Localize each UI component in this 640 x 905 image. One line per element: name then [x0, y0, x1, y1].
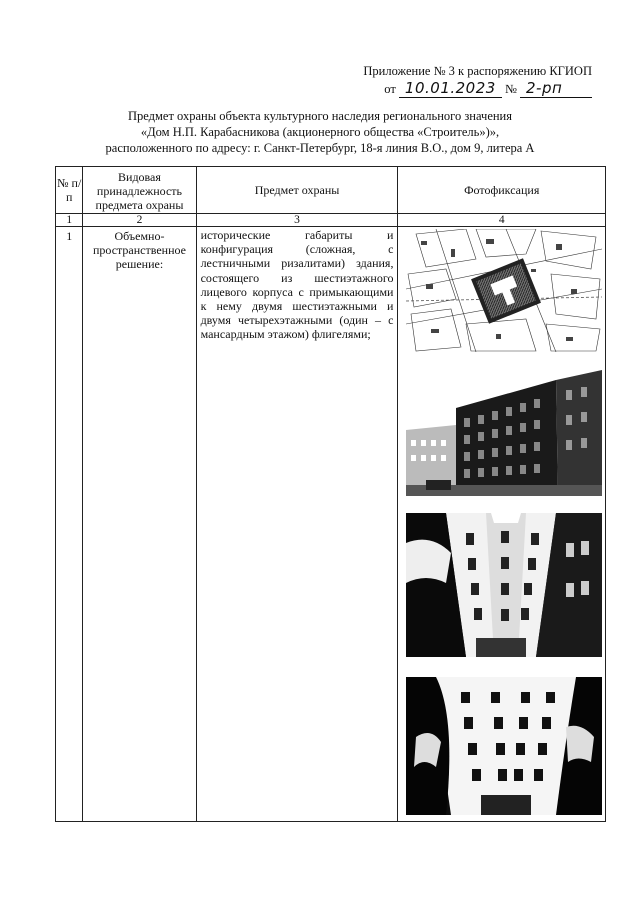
heading-line-2: «Дом Н.П. Карабасникова (акционерного общества «Строитель»)», [140, 125, 500, 139]
protection-subject-table [55, 166, 606, 822]
column-number: 4 [398, 214, 606, 227]
row-type: Объемно-пространственное решение: [83, 227, 196, 822]
from-label: от [384, 82, 396, 96]
document-heading [60, 108, 580, 156]
number-label: № [504, 82, 517, 96]
appendix-date-line [363, 80, 592, 98]
courtyard-photo-2 [406, 677, 602, 815]
heading-line-3: расположенного по адресу: г. Санкт-Петербург, 18-я линия В.О., дом 9, литера А [105, 141, 535, 155]
order-number: 2-рп [520, 80, 592, 98]
table-row [56, 227, 606, 822]
column-number: 2 [83, 214, 196, 227]
photo-cell [398, 227, 606, 822]
column-number: 3 [196, 214, 398, 227]
header-number: № п/п [56, 167, 83, 214]
appendix-header [363, 63, 592, 98]
header-photos: Фотофиксация [398, 167, 606, 214]
order-date: 10.01.2023 [399, 79, 502, 98]
header-type: Видовая принадлежность предмета охраны [83, 167, 196, 214]
appendix-title: Приложение № 3 к распоряжению КГИОП [363, 64, 592, 78]
courtyard-photo-1 [406, 513, 602, 657]
table-header-row [56, 167, 606, 214]
column-number-row [56, 214, 606, 227]
row-description: исторические габариты и конфигурация (сложная, с лестничными ризалитами) здания, состоящего из шестиэтажного лицевого корпуса с примыкающими к нему двумя шестиэтажными и двумя четырехэтажными (один – с мансардным этажом) флигелями; [196, 227, 398, 822]
street-facade-photo [406, 370, 602, 496]
header-subject: Предмет охраны [196, 167, 398, 214]
row-number: 1 [56, 227, 83, 822]
column-number: 1 [56, 214, 83, 227]
site-plan-map [406, 229, 602, 352]
heading-line-1: Предмет охраны объекта культурного наследия регионального значения [127, 109, 512, 123]
